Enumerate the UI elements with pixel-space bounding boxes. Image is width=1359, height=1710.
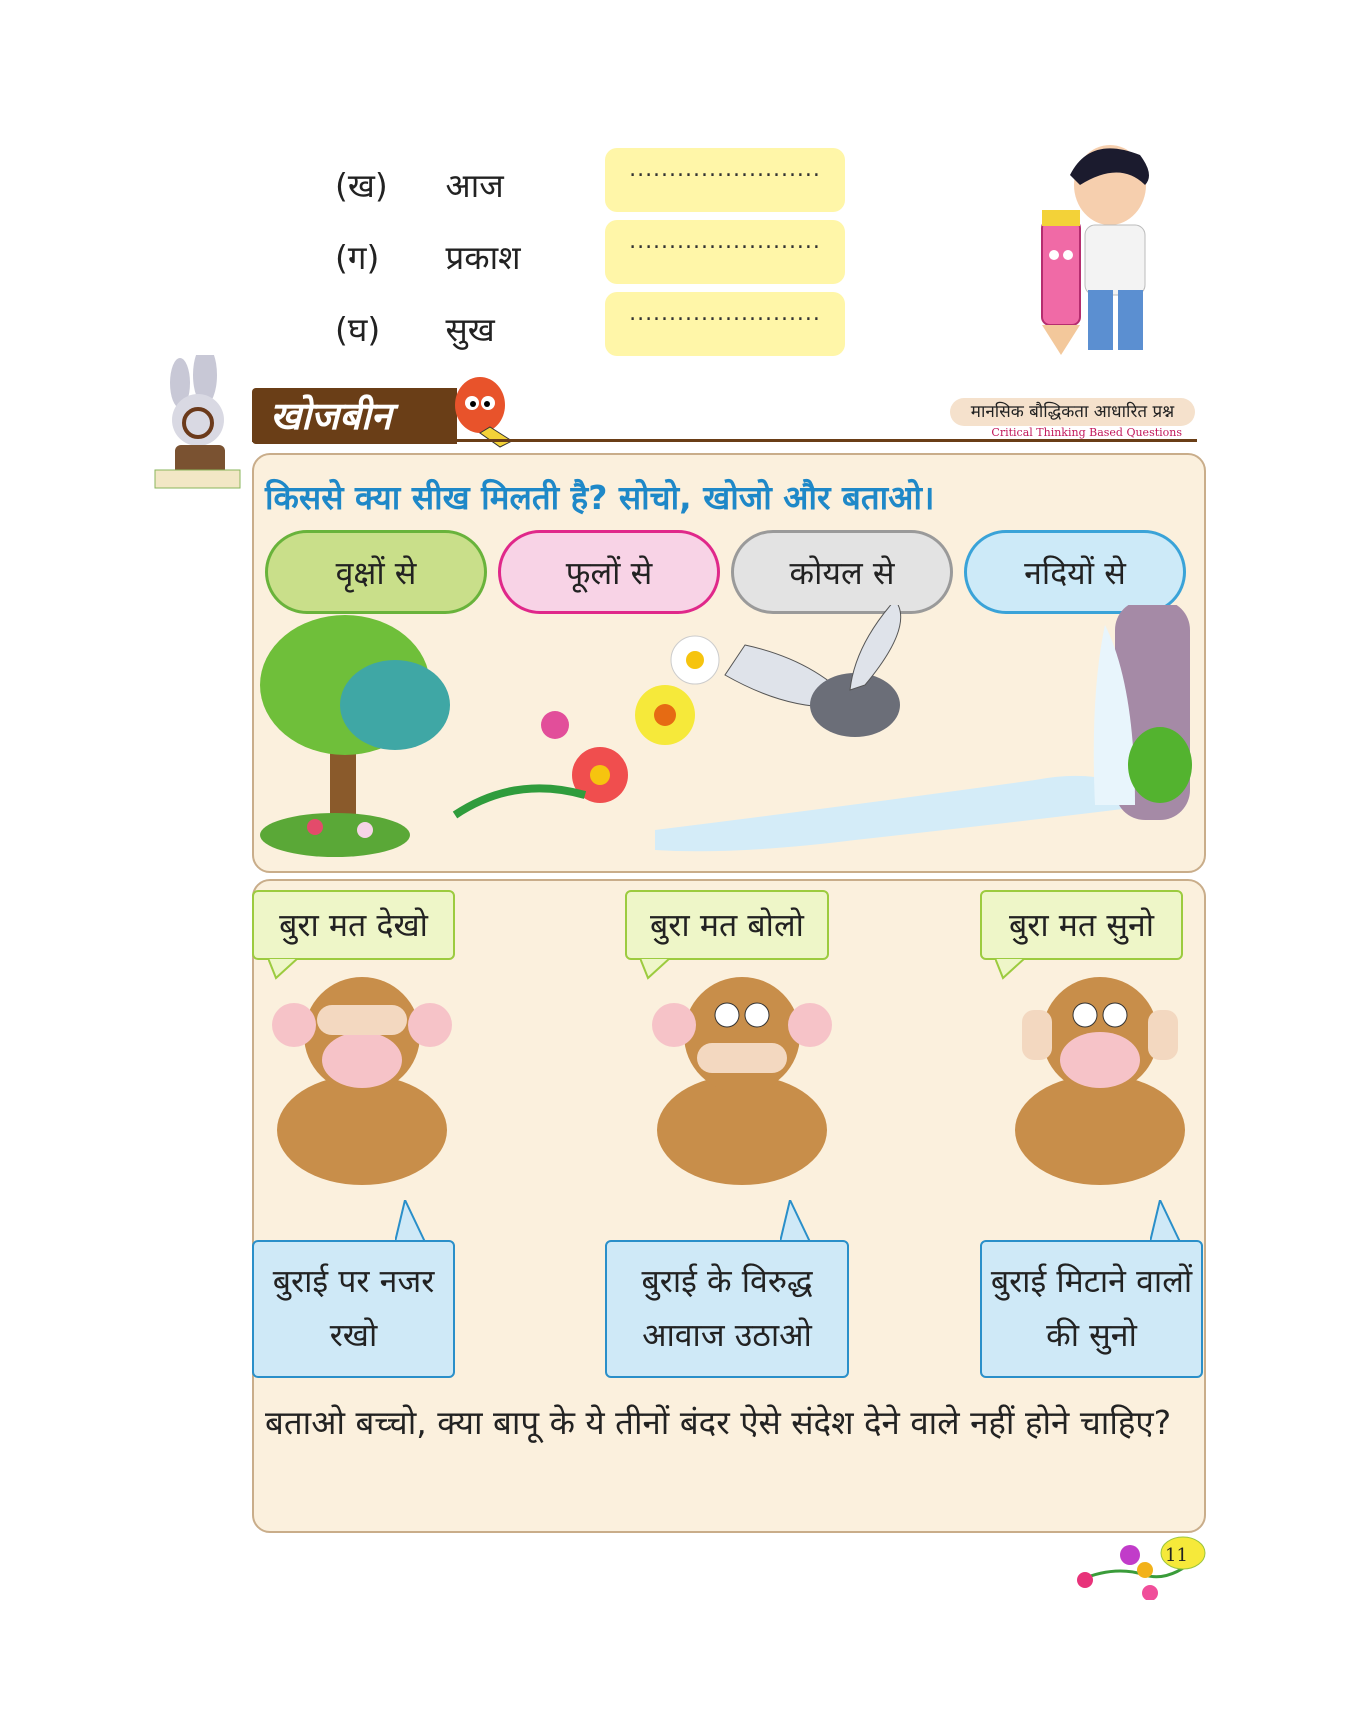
- boy-leg: [1118, 290, 1143, 350]
- monkey-muzzle: [1060, 1032, 1140, 1088]
- answer-box[interactable]: ........................: [605, 220, 845, 284]
- pill-trees: वृक्षों से: [265, 530, 487, 614]
- tree-canopy-back: [340, 660, 450, 750]
- page-number: 11: [1165, 1545, 1188, 1566]
- rabbit-mascot-illustration: [150, 355, 255, 490]
- monkey-eye: [1103, 1003, 1127, 1027]
- small-flower: [357, 822, 373, 838]
- puzzle-board: [155, 470, 240, 488]
- speech-bubble-speak: बुरा मत बोलो: [625, 890, 829, 960]
- monkey-ear: [788, 1003, 832, 1047]
- pencil-eye: [1049, 250, 1059, 260]
- hands-over-mouth: [697, 1043, 787, 1073]
- monkey-hear-no-evil: [1000, 965, 1200, 1190]
- berry: [1120, 1545, 1140, 1565]
- speech-bubble-see: बुरा मत देखो: [252, 890, 455, 960]
- section-title: खोजबीन: [252, 388, 457, 444]
- message-tail: [780, 1200, 820, 1245]
- monkey-ear: [272, 1003, 316, 1047]
- message-bubble-speak: बुराई के विरुद्ध आवाज उठाओ: [605, 1240, 849, 1378]
- pencil-tip: [1042, 325, 1080, 355]
- boy-leg: [1088, 290, 1113, 350]
- mascot-pupil: [484, 401, 490, 407]
- exercise-row: [335, 306, 495, 351]
- hands-over-eyes: [317, 1005, 407, 1035]
- pill-rivers: नदियों से: [964, 530, 1186, 614]
- tag-subtitle: Critical Thinking Based Questions: [991, 426, 1182, 439]
- header-divider: [252, 439, 1197, 442]
- answer-box[interactable]: ........................: [605, 148, 845, 212]
- flower-center: [686, 651, 704, 669]
- hand-over-ear: [1148, 1010, 1178, 1060]
- monkey-ear: [408, 1003, 452, 1047]
- closing-question: बताओ बच्चो, क्या बापू के ये तीनों बंदर ऐसे संदेश देने वाले नहीं होने चाहिए?: [265, 1403, 1172, 1442]
- nature-illustration: [255, 605, 1195, 867]
- mascot-pupil: [470, 401, 476, 407]
- flower-stem: [455, 788, 585, 815]
- exercise-row: [335, 234, 521, 279]
- boy-shirt: [1085, 225, 1145, 295]
- pencil-eye: [1063, 250, 1073, 260]
- activity-question: किससे क्या सीख मिलती है? सोचो, खोजो और बताओ।: [265, 478, 935, 517]
- monkey-speak-no-evil: [642, 965, 842, 1190]
- monkey-eye: [745, 1003, 769, 1027]
- small-flower: [307, 819, 323, 835]
- monkey-head: [684, 977, 800, 1093]
- exercise-row: [335, 162, 504, 207]
- flower-decoration: [1075, 1535, 1210, 1600]
- mascot-head: [455, 377, 505, 433]
- flower-center: [590, 765, 610, 785]
- tree-grass: [260, 813, 410, 857]
- flower-bud: [541, 711, 569, 739]
- message-bubble-see: बुराई पर नजर रखो: [252, 1240, 455, 1378]
- berry: [1137, 1562, 1153, 1578]
- pencil-cap: [1042, 210, 1080, 226]
- leaf: [1128, 727, 1192, 803]
- berry: [1077, 1572, 1093, 1588]
- pill-flowers: फूलों से: [498, 530, 720, 614]
- river-water: [655, 776, 1155, 851]
- pencil-body: [1042, 220, 1080, 325]
- row-label: (ख): [335, 166, 388, 205]
- message-tail: [395, 1200, 435, 1245]
- boy-pencil-illustration: [960, 140, 1200, 365]
- speech-bubble-hear: बुरा मत सुनो: [980, 890, 1183, 960]
- answer-box[interactable]: ........................: [605, 292, 845, 356]
- monkey-eye: [715, 1003, 739, 1027]
- hand-over-ear: [1022, 1010, 1052, 1060]
- mascot-pencil-tip: [480, 427, 512, 447]
- monkey-ear: [652, 1003, 696, 1047]
- row-label: (घ): [335, 310, 381, 349]
- berry: [1142, 1585, 1158, 1600]
- message-tail: [1150, 1200, 1190, 1245]
- monkey-muzzle: [322, 1032, 402, 1088]
- row-word: आज: [445, 166, 504, 205]
- pill-cuckoo: कोयल से: [731, 530, 953, 614]
- monkey-see-no-evil: [262, 965, 462, 1190]
- row-label: (ग): [335, 238, 380, 277]
- row-word: सुख: [445, 310, 495, 349]
- flower-center: [654, 704, 676, 726]
- monkey-eye: [1073, 1003, 1097, 1027]
- message-bubble-hear: बुराई मिटाने वालों की सुनो: [980, 1240, 1203, 1378]
- tag-label: मानसिक बौद्धिकता आधारित प्रश्न: [950, 398, 1195, 426]
- row-word: प्रकाश: [445, 238, 521, 277]
